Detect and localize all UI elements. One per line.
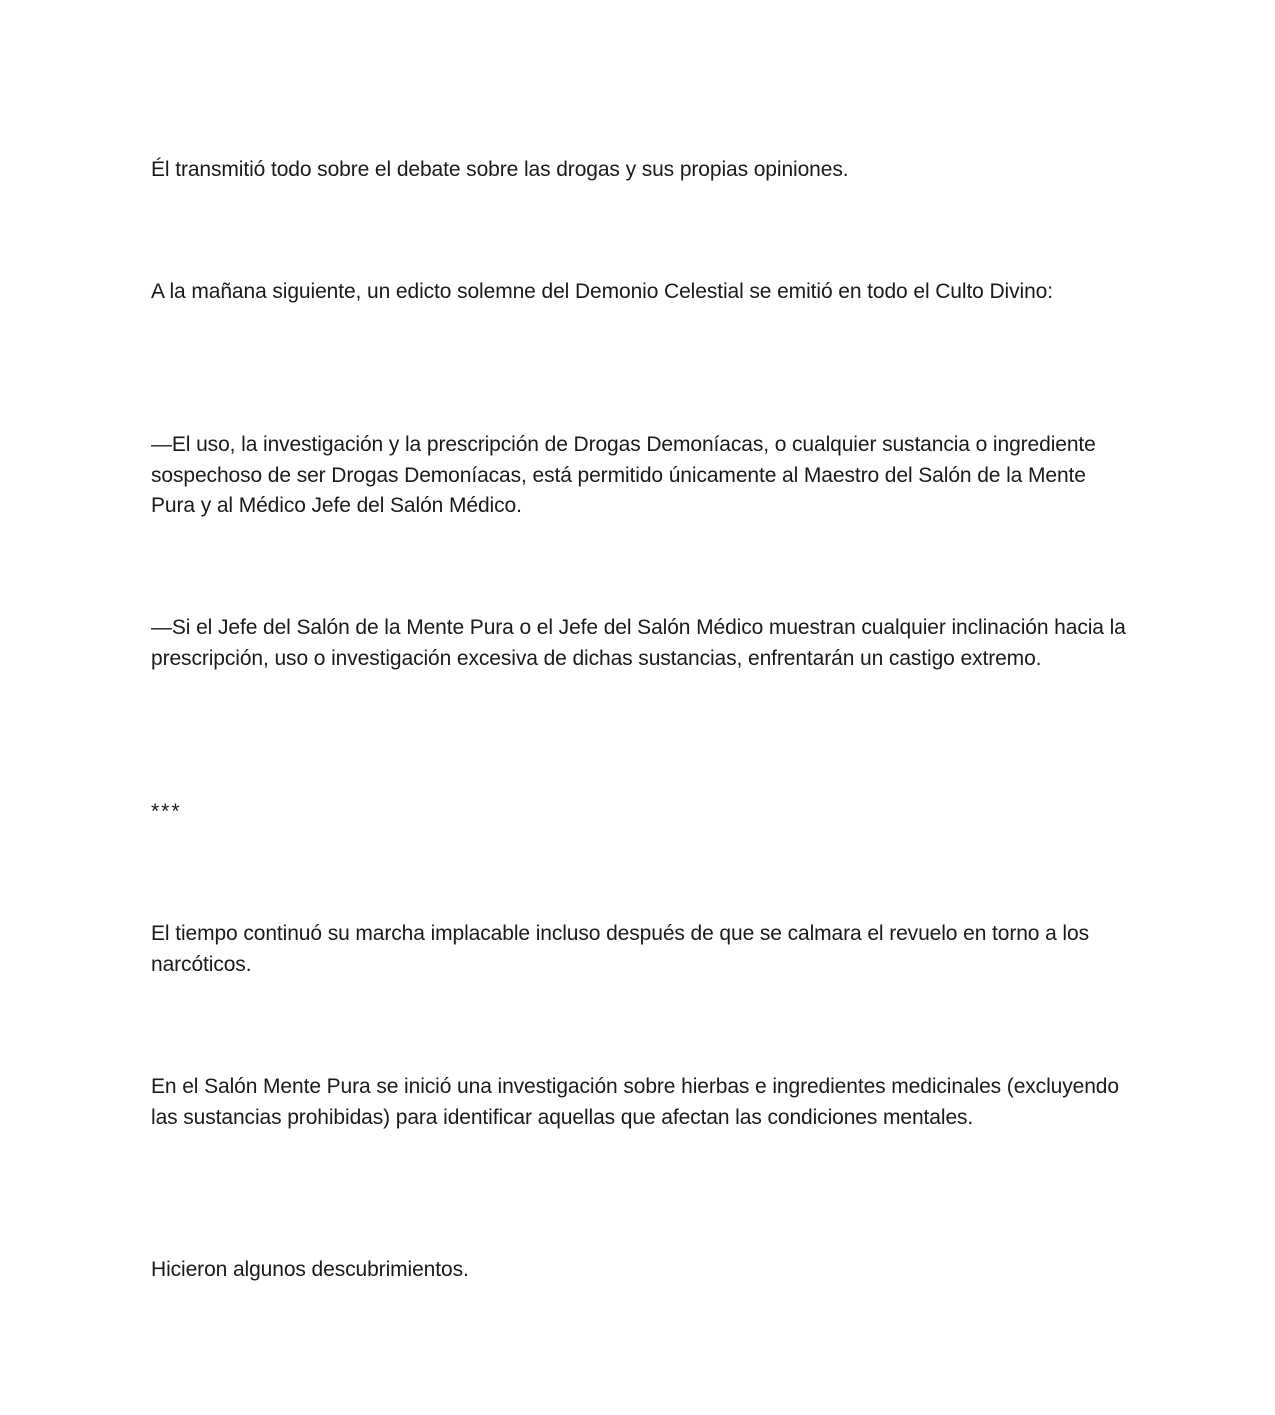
paragraph-edict-rule-2: —Si el Jefe del Salón de la Mente Pura o el Jefe del Salón Médico muestran cualquier inclinación hacia la prescripción, uso o investigación excesiva de dichas sustancias, enfrentarán un castigo extremo. <box>151 616 1126 670</box>
scene-break-separator: *** <box>151 800 182 823</box>
paragraph-discoveries: Hicieron algunos descubrimientos. <box>151 1258 469 1281</box>
paragraph-time-passed: El tiempo continuó su marcha implacable incluso después de que se calmara el revuelo en torno a los narcóticos. <box>151 922 1089 976</box>
paragraph-edict-announcement: A la mañana siguiente, un edicto solemne del Demonio Celestial se emitió en todo el Culto Divino: <box>151 280 1053 303</box>
paragraph-edict-rule-1: —El uso, la investigación y la prescripción de Drogas Demoníacas, o cualquier sustancia o ingrediente sospechoso de ser Drogas Demoníacas, está permitido únicamente al Maestro del Salón de la Mente Pura y al Médico Jefe del Salón Médico. <box>151 433 1096 517</box>
paragraph-research-started: En el Salón Mente Pura se inició una investigación sobre hierbas e ingredientes medicinales (excluyendo las sustancias prohibidas) para identificar aquellas que afectan las condiciones mentales. <box>151 1075 1119 1129</box>
paragraph-transmitted-debate: Él transmitió todo sobre el debate sobre las drogas y sus propias opiniones. <box>151 158 849 181</box>
